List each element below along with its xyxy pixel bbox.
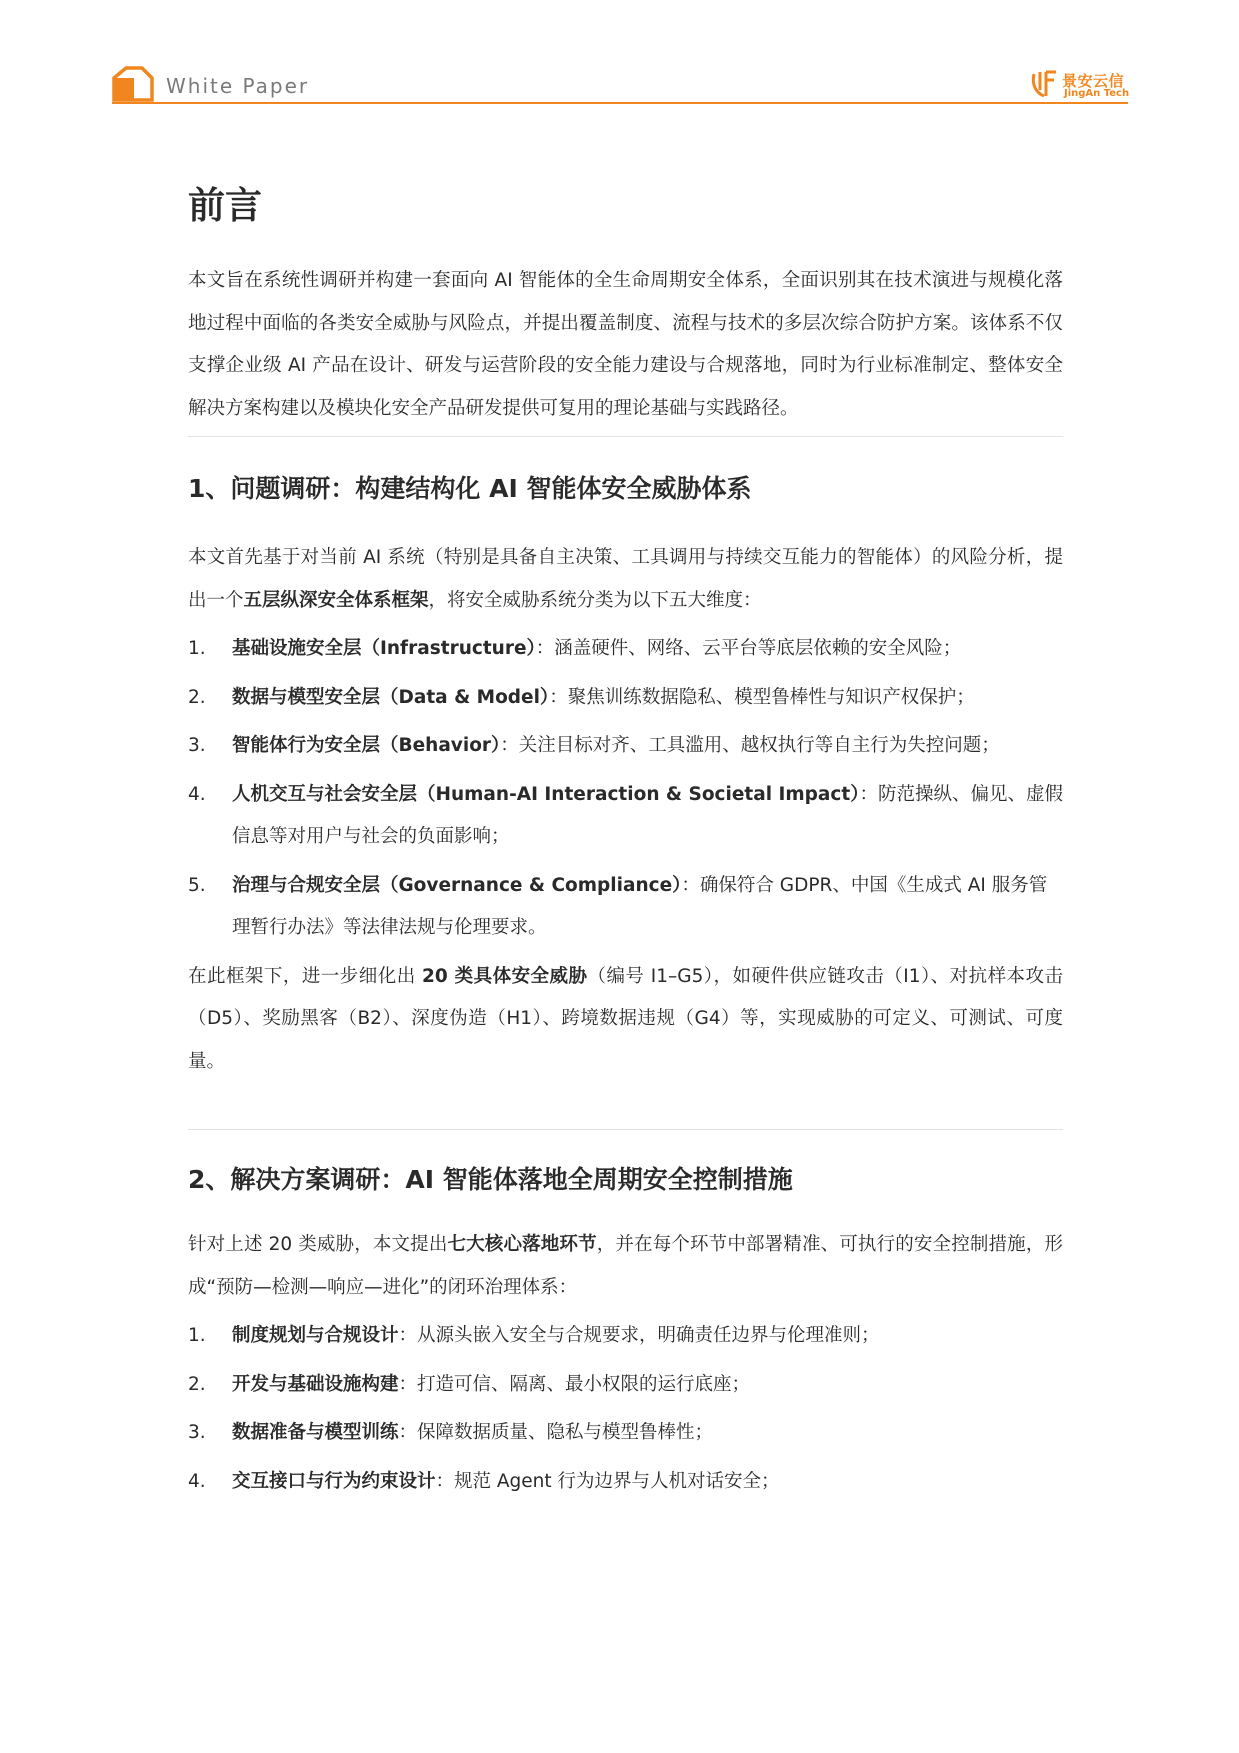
list-item <box>188 677 1063 720</box>
list-item <box>188 1315 1063 1358</box>
list-item <box>188 865 1063 950</box>
list-item-text: ：涵盖硬件、网络、云平台等底层依赖的安全风险； <box>535 638 962 659</box>
page-title: 前言 <box>188 184 262 227</box>
list-item <box>188 1364 1063 1407</box>
list-item-text: ：防范操纵、偏见、虚假信息等对用户与社会的负面影响； <box>232 783 1063 847</box>
brand-name-en: JingAn Tech <box>1064 88 1130 99</box>
list-item-number: 3. <box>188 735 206 756</box>
list-item-number: 4. <box>188 1470 206 1492</box>
section-1-outro-text: 在此框架下，进一步细化出 <box>188 965 423 987</box>
section-1-intro-text: 本文首先基于对当前 AI 系统（特别是具备自主决策、工具调用与持续交互能力的智能体）的风险分析，提出一个 <box>188 547 1063 611</box>
list-item <box>188 774 1063 859</box>
list-item <box>188 1412 1063 1455</box>
list-item-number: 1. <box>188 1325 206 1346</box>
list-item-number: 2. <box>188 1373 206 1395</box>
list-item-text: ：打造可信、隔离、最小权限的运行底座； <box>398 1373 751 1395</box>
list-item-number: 5. <box>188 874 206 896</box>
section-1-outro-text-end: （编号 I1–G5），如硬件供应链攻击（I1）、对抗样本攻击（D5）、奖励黑客（B2）、深度伪造（H1）、跨境数据违规（G4）等，实现威胁的可定义、可测试、可度量。 <box>188 965 1063 1072</box>
section-2-intro-bold: 七大核心落地环节 <box>447 1234 597 1255</box>
list-item-heading: 数据准备与模型训练 <box>232 1422 399 1443</box>
list-item-number: 2. <box>188 686 206 708</box>
list-item <box>188 628 1063 671</box>
list-item <box>188 725 1063 768</box>
header-rule <box>112 102 1128 104</box>
section-1-intro-bold: 五层纵深安全体系框架 <box>243 589 429 611</box>
section-2-title: 2、解决方案调研：AI 智能体落地全周期安全控制措施 <box>188 1165 793 1194</box>
list-item-number: 4. <box>188 783 206 805</box>
list-item-text: ：规范 Agent 行为边界与人机对话安全； <box>435 1470 780 1492</box>
threat-layer-list <box>188 628 1063 950</box>
list-item-heading: 治理与合规安全层（Governance & Compliance） <box>232 874 682 896</box>
brand-name-cn: 景安云信 <box>1062 72 1125 90</box>
list-item-heading: 基础设施安全层（Infrastructure） <box>232 638 536 659</box>
section-1-outro <box>188 956 1063 1084</box>
list-item <box>188 1461 1063 1504</box>
list-item-number: 1. <box>188 638 206 659</box>
folder-shape-logo-icon <box>112 64 156 104</box>
section-1-intro-text-end: ，将安全威胁系统分类为以下五大维度： <box>428 589 762 611</box>
header-title: White Paper <box>166 74 310 98</box>
section-2-intro <box>188 1224 1063 1309</box>
list-item-heading: 数据与模型安全层（Data & Model） <box>232 686 550 708</box>
list-item-text: ：保障数据质量、隐私与模型鲁棒性； <box>398 1422 714 1443</box>
list-item-heading: 智能体行为安全层（Behavior） <box>232 735 501 756</box>
section-1-intro <box>188 537 1063 622</box>
main-content <box>188 180 1063 1509</box>
preface-paragraph: 本文旨在系统性调研并构建一套面向 AI 智能体的全生命周期安全体系，全面识别其在技术演进与规模化落地过程中面临的各类安全威胁与风险点，并提出覆盖制度、流程与技术的多层次综合防护方案。该体系不仅支撑企业级 AI 产品在设计、研发与运营阶段的安全能力建设与合规落地，同时为行业标准制定、整体安全解决方案构建以及模块化安全产品研发提供可复用的理论基础与实践路径。 <box>188 270 1063 419</box>
list-item-heading: 开发与基础设施构建 <box>232 1373 399 1395</box>
list-item-number: 3. <box>188 1422 206 1443</box>
section-1-title: 1、问题调研：构建结构化 AI 智能体安全威胁体系 <box>188 474 752 503</box>
control-stage-list <box>188 1315 1063 1503</box>
list-item-text: ：关注目标对齐、工具滥用、越权执行等自主行为失控问题； <box>500 735 1000 756</box>
list-item-heading: 人机交互与社会安全层（Human-AI Interaction & Societal Impact） <box>232 783 860 805</box>
brand-logo <box>1030 68 1130 102</box>
list-item-heading: 制度规划与合规设计 <box>232 1325 399 1346</box>
brand-mark-icon <box>1030 68 1060 100</box>
list-item-text: ：聚焦训练数据隐私、模型鲁棒性与知识产权保护； <box>549 686 975 708</box>
section-2-intro-text: 针对上述 20 类威胁，本文提出 <box>188 1234 448 1255</box>
list-item-text: ：确保符合 GDPR、中国《生成式 AI 服务管理暂行办法》等法律法规与伦理要求。 <box>232 874 1048 938</box>
list-item-text: ：从源头嵌入安全与合规要求，明确责任边界与伦理准则； <box>398 1325 880 1346</box>
section-1-outro-bold: 20 类具体安全威胁 <box>422 965 588 987</box>
section-2-intro-text-end: ，并在每个环节中部署精准、可执行的安全控制措施，形成“预防—检测—响应—进化”的闭环治理体系： <box>188 1234 1063 1298</box>
list-item-heading: 交互接口与行为约束设计 <box>232 1470 436 1492</box>
page-header <box>0 0 1239 110</box>
